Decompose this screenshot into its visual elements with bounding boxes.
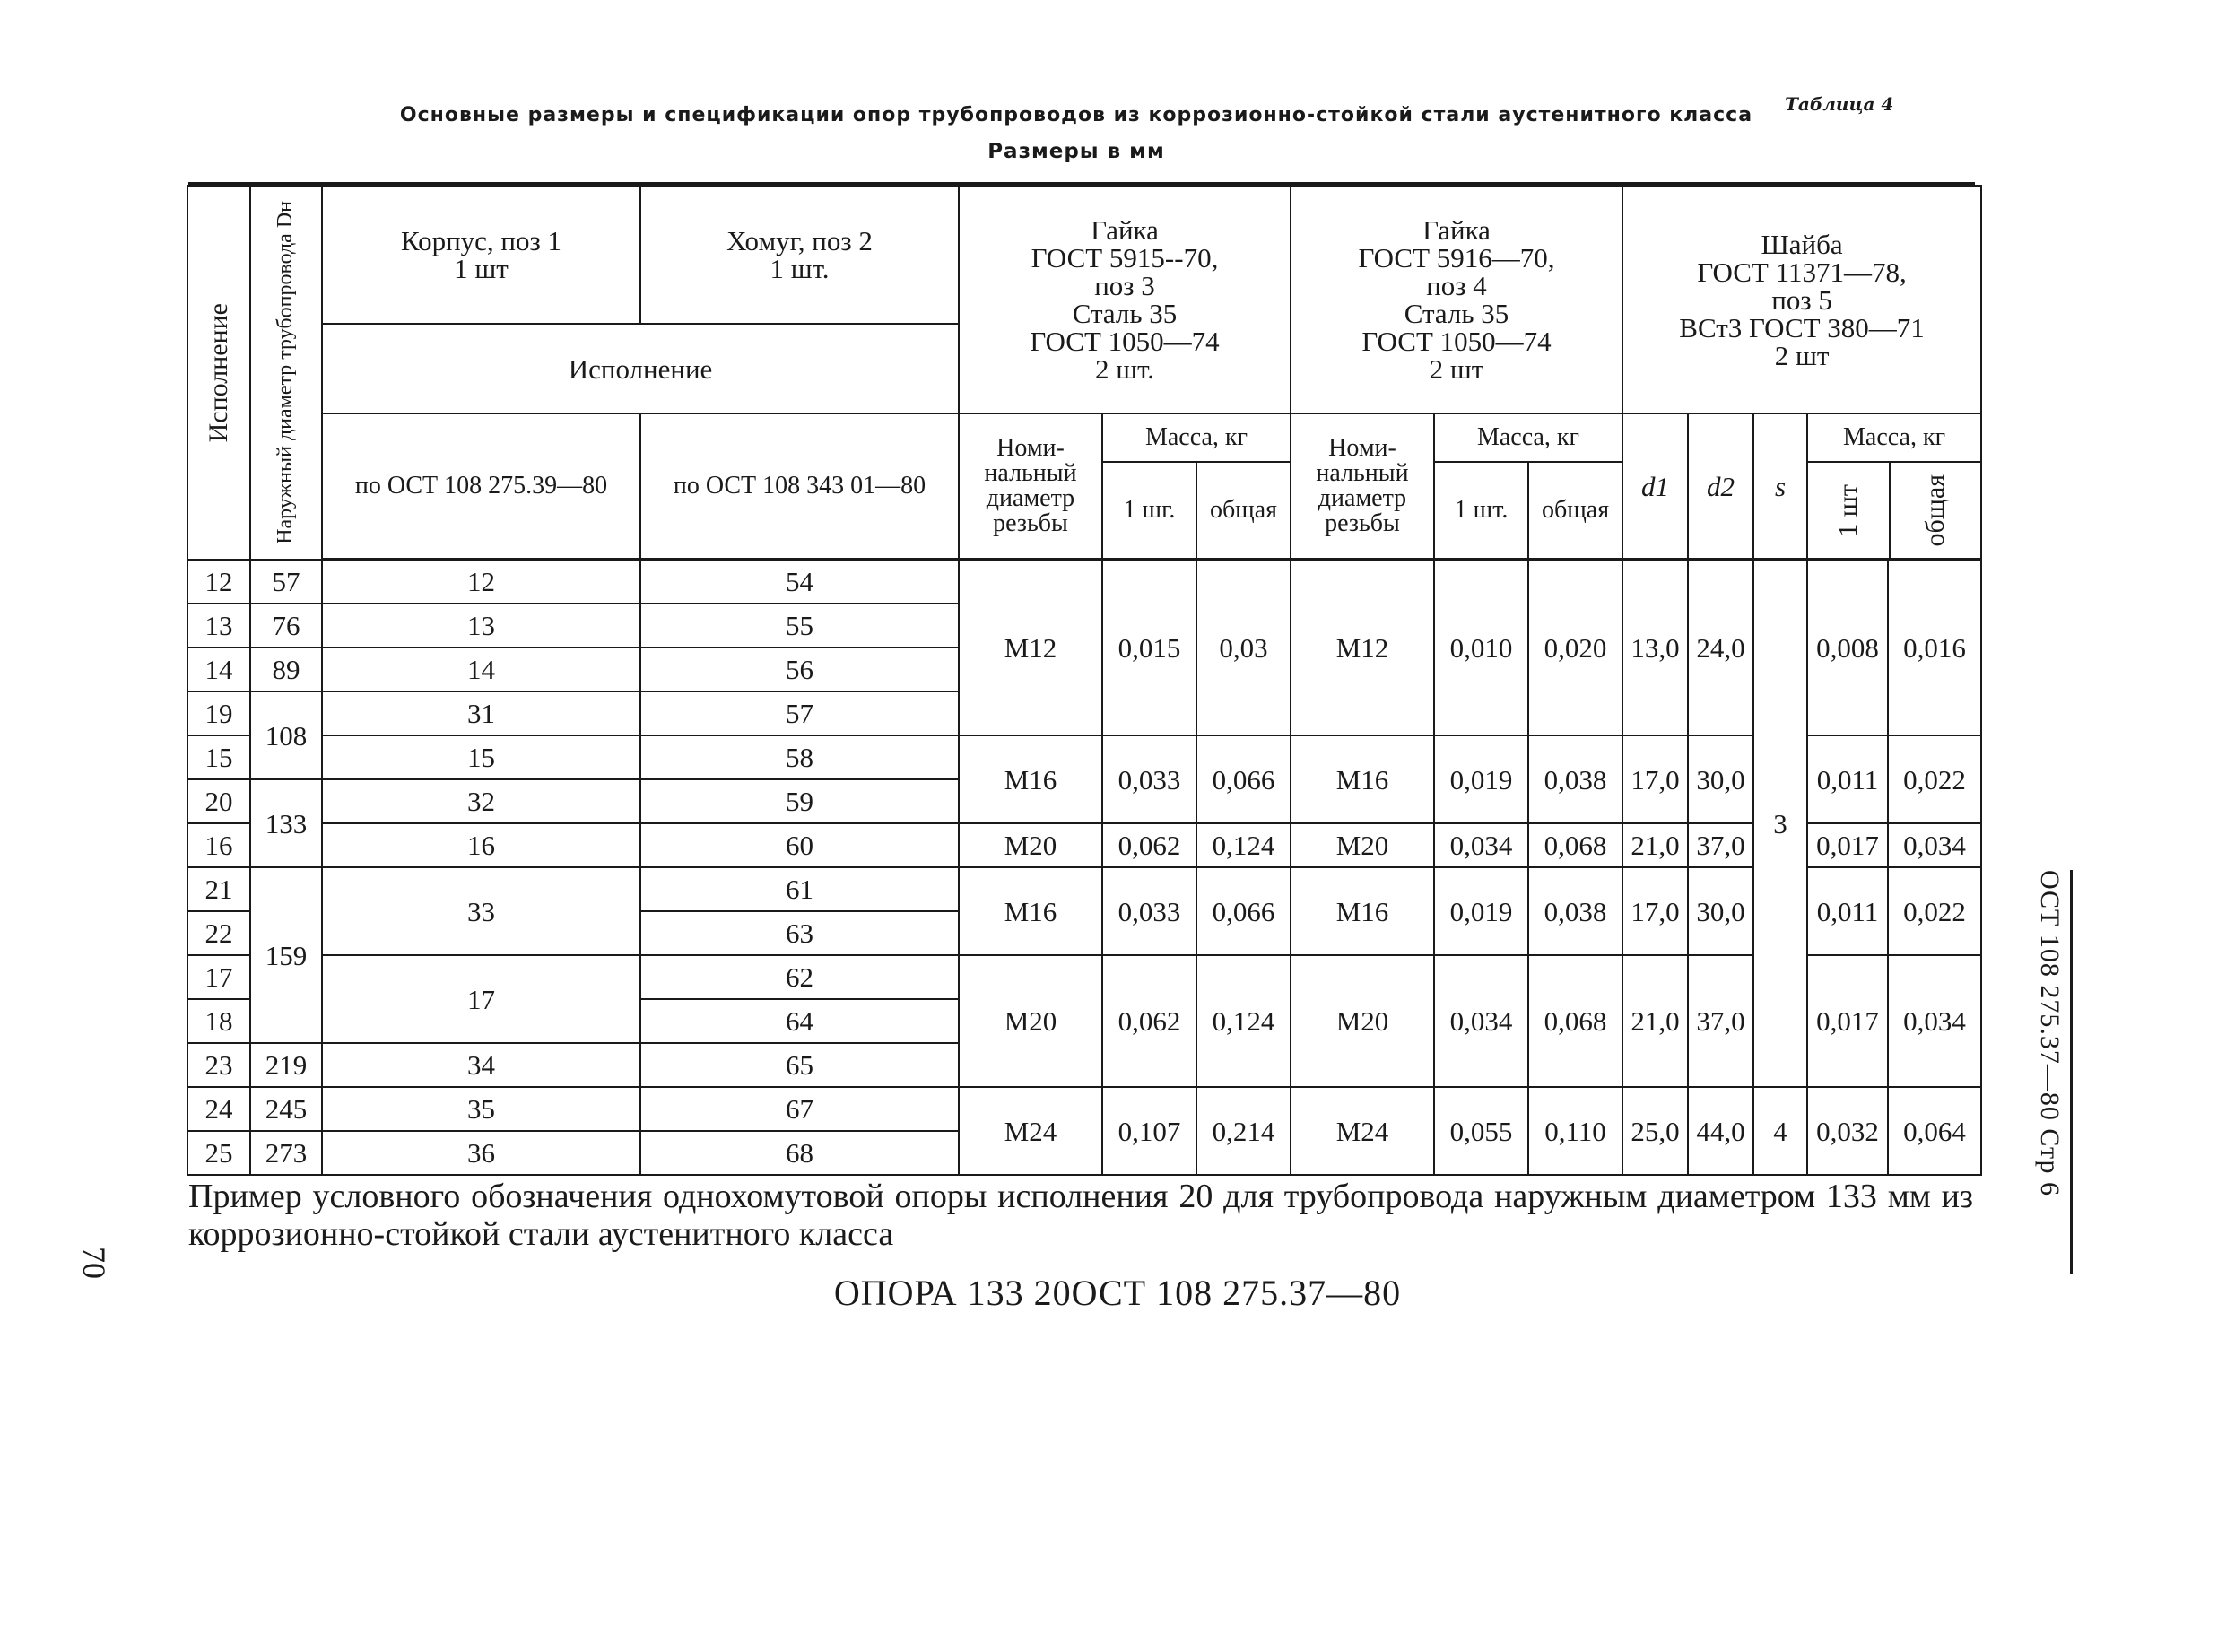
header-nut1-mass: Масса, кг 1 шг. общая [1102,413,1291,560]
header-washer: Шайба ГОСТ 11371—78, поз 5 ВСт3 ГОСТ 380—71 2 шт [1622,186,1981,413]
table-cell: 14 [322,648,640,691]
table-cell: 21,0 [1622,955,1688,1087]
table-cell: 19 [187,691,250,735]
table-cell: М24 [1291,1087,1434,1175]
table-cell: 33 [322,867,640,955]
table-cell: 12 [322,560,640,604]
table-cell: 30,0 [1688,867,1753,955]
table-cell: 24,0 [1688,560,1753,736]
table-cell: 44,0 [1688,1087,1753,1175]
table-cell: 12 [187,560,250,604]
table-cell: 0,008 [1807,560,1888,736]
header-nut2-thread: Номи- нальный диаметр резьбы [1291,413,1434,560]
table-cell: 65 [640,1043,959,1087]
table-caption: Основные размеры и спецификации опор трубопроводов из коррозионно-стойкой стали аустенитного класса [399,104,1753,126]
table-cell: 0,068 [1528,823,1622,867]
table-cell: 0,055 [1434,1087,1528,1175]
table-cell: 56 [640,648,959,691]
table-cell: М12 [1291,560,1434,736]
table-number-label: Таблица 4 [1785,93,1894,115]
table-cell: 17 [322,955,640,1043]
designation-code: ОПОРА 133 20ОСТ 108 275.37—80 [833,1273,1402,1313]
table-cell: 0,010 [1434,560,1528,736]
table-cell: М20 [1291,955,1434,1087]
header-d2: d2 [1688,413,1753,560]
table-cell: 219 [250,1043,322,1087]
table-cell: М16 [1291,867,1434,955]
table-cell: 0,038 [1528,867,1622,955]
page-number: 70 [76,1247,112,1279]
header-washer-mass: Масса, кг 1 шт общая [1807,413,1981,560]
table-cell: 17,0 [1622,735,1688,823]
side-standard-label: ОСТ 108 275.37—80 Стр 6 [2034,870,2073,1274]
table-cell: 36 [322,1131,640,1175]
table-cell: 61 [640,867,959,911]
header-clamp: Хомуг, поз 2 1 шт. [640,186,959,324]
table-cell: 0,068 [1528,955,1622,1087]
table-cell: 0,062 [1102,955,1196,1087]
table-cell: М24 [959,1087,1102,1175]
header-d1: d1 [1622,413,1688,560]
table-cell: 21,0 [1622,823,1688,867]
table-row [187,867,1981,911]
header-nut1-thread: Номи- нальный диаметр резьбы [959,413,1102,560]
table-cell: 62 [640,955,959,999]
table-cell: 159 [250,867,322,1043]
table-cell: 0,017 [1807,955,1888,1087]
table-cell: 13 [322,604,640,648]
table-cell: 15 [187,735,250,779]
table-row [187,560,1981,604]
header-s: s [1753,413,1807,560]
table-cell: М20 [1291,823,1434,867]
header-nut-5915: Гайка ГОСТ 5915--70, поз 3 Сталь 35 ГОСТ 1050—74 2 шт. [959,186,1291,413]
table-cell: 22 [187,911,250,955]
table-cell: 24 [187,1087,250,1131]
table-cell: 0,034 [1434,955,1528,1087]
table-cell: 0,032 [1807,1087,1888,1175]
table-cell: 37,0 [1688,823,1753,867]
table-cell: 0,062 [1102,823,1196,867]
header-body-standard: по ОСТ 108 275.39—80 [322,413,640,560]
table-row [187,735,1981,779]
table-cell: 67 [640,1087,959,1131]
table-cell: 17 [187,955,250,999]
table-cell: 64 [640,999,959,1043]
table-cell: М20 [959,955,1102,1087]
table-cell: М16 [959,735,1102,823]
table-cell: 25 [187,1131,250,1175]
designation-example-text: Пример условного обозначения однохомутовой опоры исполнения 20 для трубопровода наружным диаметром 133 мм из коррозионно-стойкой стали аустенитного класса [188,1178,1973,1253]
table-cell: 273 [250,1131,322,1175]
table-cell: 0,124 [1196,955,1291,1087]
table-cell: 14 [187,648,250,691]
table-cell: 59 [640,779,959,823]
table-cell: 245 [250,1087,322,1131]
table-cell: 16 [187,823,250,867]
table-cell: 0,033 [1102,867,1196,955]
table-cell: 58 [640,735,959,779]
table-cell: 0,034 [1434,823,1528,867]
header-execution: Исполнение [322,324,959,413]
table-cell: 25,0 [1622,1087,1688,1175]
table-cell: 0,124 [1196,823,1291,867]
table-cell: 18 [187,999,250,1043]
table-cell: 0,011 [1807,867,1888,955]
table-cell: 0,033 [1102,735,1196,823]
table-cell: 0,017 [1807,823,1888,867]
table-cell: 0,214 [1196,1087,1291,1175]
table-cell: 0,015 [1102,560,1196,736]
table-cell: 21 [187,867,250,911]
table-cell: 68 [640,1131,959,1175]
header-clamp-standard: по ОСТ 108 343 01—80 [640,413,959,560]
table-row [187,823,1981,867]
table-cell: 16 [322,823,640,867]
table-cell: 0,022 [1888,867,1981,955]
table-cell: 0,066 [1196,735,1291,823]
table-cell: М16 [1291,735,1434,823]
table-cell: 60 [640,823,959,867]
table-cell: 34 [322,1043,640,1087]
table-cell: 15 [322,735,640,779]
table-row [187,1087,1981,1131]
table-cell: 0,110 [1528,1087,1622,1175]
table-cell: 54 [640,560,959,604]
table-cell: 55 [640,604,959,648]
table-cell: 20 [187,779,250,823]
table-cell: 89 [250,648,322,691]
table-cell: 17,0 [1622,867,1688,955]
specification-table [187,185,1982,1176]
table-cell: 0,011 [1807,735,1888,823]
header-body: Корпус, поз 1 1 шт [322,186,640,324]
table-cell: М20 [959,823,1102,867]
table-cell: 0,016 [1888,560,1981,736]
table-cell: М12 [959,560,1102,736]
table-cell: 0,038 [1528,735,1622,823]
table-cell: 57 [250,560,322,604]
header-outer-diameter: Наружный диаметр трубопровода Dн [250,186,322,560]
header-variant: Исполнение [187,186,250,560]
table-cell: 13 [187,604,250,648]
table-cell: 37,0 [1688,955,1753,1087]
units-note: Размеры в мм [987,140,1165,163]
table-cell: 32 [322,779,640,823]
table-cell: 0,107 [1102,1087,1196,1175]
table-cell: 0,019 [1434,867,1528,955]
table-cell: М16 [959,867,1102,955]
table-cell: 31 [322,691,640,735]
table-row [187,955,1981,999]
table-cell: 0,020 [1528,560,1622,736]
table-cell: 76 [250,604,322,648]
table-cell: 0,064 [1888,1087,1981,1175]
header-nut-5916: Гайка ГОСТ 5916—70, поз 4 Сталь 35 ГОСТ 1050—74 2 шт [1291,186,1622,413]
table-cell: 0,066 [1196,867,1291,955]
table-cell: 23 [187,1043,250,1087]
table-cell: 0,034 [1888,955,1981,1087]
table-cell: 30,0 [1688,735,1753,823]
table-cell: 0,022 [1888,735,1981,823]
table-cell: 133 [250,779,322,867]
table-cell: 0,019 [1434,735,1528,823]
table-cell: 57 [640,691,959,735]
table-cell: 108 [250,691,322,779]
header-nut2-mass: Масса, кг 1 шт. общая [1434,413,1622,560]
table-cell: 63 [640,911,959,955]
table-cell: 0,03 [1196,560,1291,736]
table-cell: 0,034 [1888,823,1981,867]
washer-s-value: 4 [1753,1087,1807,1175]
table-cell: 13,0 [1622,560,1688,736]
table-cell: 35 [322,1087,640,1131]
washer-s-value: 3 [1753,560,1807,1088]
